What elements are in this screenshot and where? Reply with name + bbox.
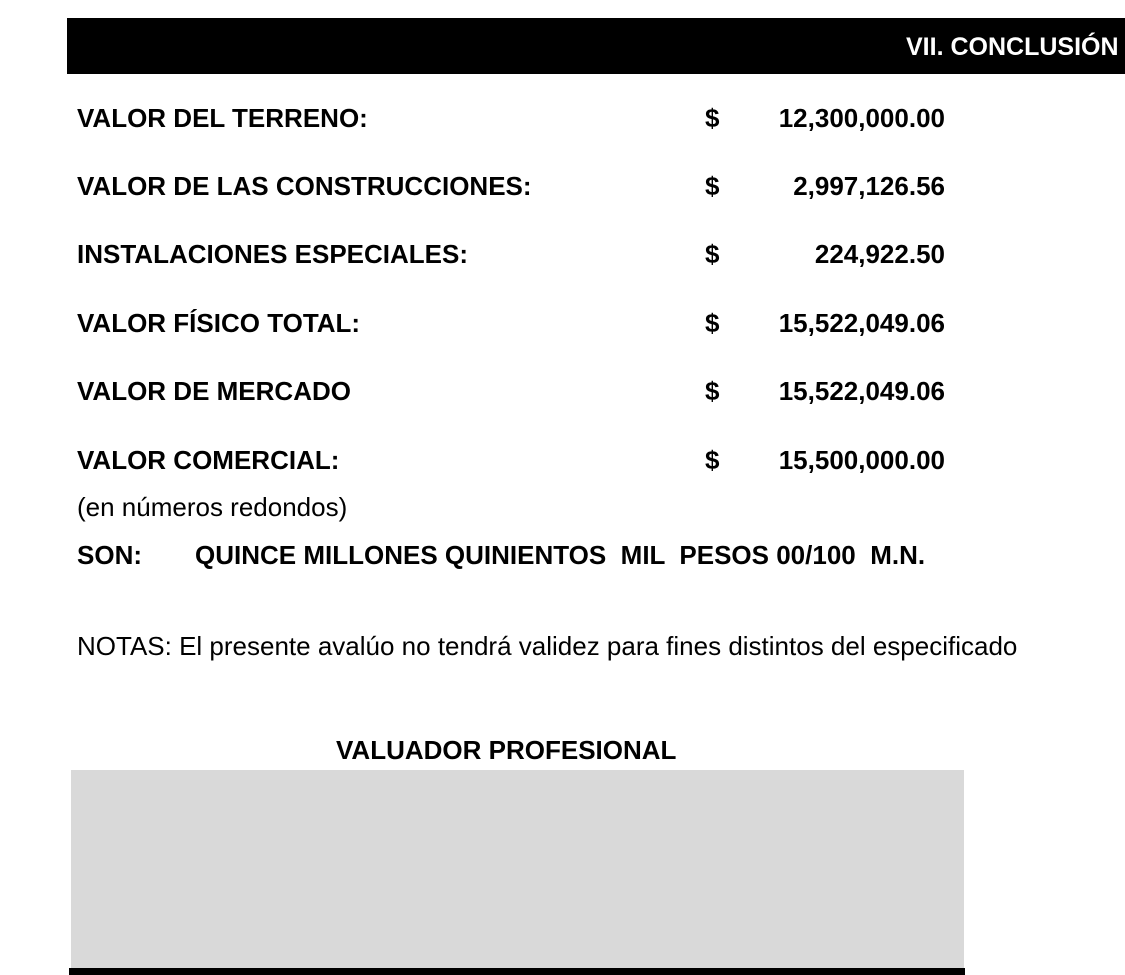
value-row-terreno xyxy=(0,101,1125,135)
value-amount: 15,500,000.00 xyxy=(778,445,945,475)
currency-symbol: $ xyxy=(705,103,720,133)
signature-line xyxy=(69,968,965,975)
currency-symbol: $ xyxy=(705,445,720,475)
value-row-fisico-total xyxy=(0,306,1125,340)
currency-symbol: $ xyxy=(705,376,720,406)
value-label: INSTALACIONES ESPECIALES: xyxy=(77,239,469,269)
value-row-construcciones xyxy=(0,169,1125,203)
signature-area xyxy=(71,770,964,968)
value-row-mercado xyxy=(0,374,1125,408)
value-label: VALOR DE MERCADO xyxy=(77,376,351,406)
amount-in-words: QUINCE MILLONES QUINIENTOS MIL PESOS 00/100 M.N. xyxy=(195,540,926,570)
value-label: VALOR DEL TERRENO: xyxy=(77,103,368,133)
value-label: VALOR FÍSICO TOTAL: xyxy=(77,308,361,338)
value-amount: 224,922.50 xyxy=(814,239,945,269)
value-amount: 12,300,000.00 xyxy=(778,103,945,133)
rounded-numbers-note: (en números redondos) xyxy=(77,492,348,522)
valuador-title: VALUADOR PROFESIONAL xyxy=(336,735,677,765)
value-row-instalaciones xyxy=(0,237,1125,271)
value-amount: 15,522,049.06 xyxy=(778,308,945,338)
notes-text: NOTAS: El presente avalúo no tendrá validez para fines distintos del especificado xyxy=(77,631,1018,661)
currency-symbol: $ xyxy=(705,308,720,338)
value-label: VALOR COMERCIAL: xyxy=(77,445,340,475)
section-header-bar xyxy=(67,18,1125,74)
value-amount: 2,997,126.56 xyxy=(793,171,945,201)
value-label: VALOR DE LAS CONSTRUCCIONES: xyxy=(77,171,532,201)
currency-symbol: $ xyxy=(705,239,720,269)
value-row-comercial xyxy=(0,443,1125,477)
section-title: VII. CONCLUSIÓN xyxy=(906,33,1119,61)
value-amount: 15,522,049.06 xyxy=(778,376,945,406)
son-label: SON: xyxy=(77,540,142,570)
currency-symbol: $ xyxy=(705,171,720,201)
